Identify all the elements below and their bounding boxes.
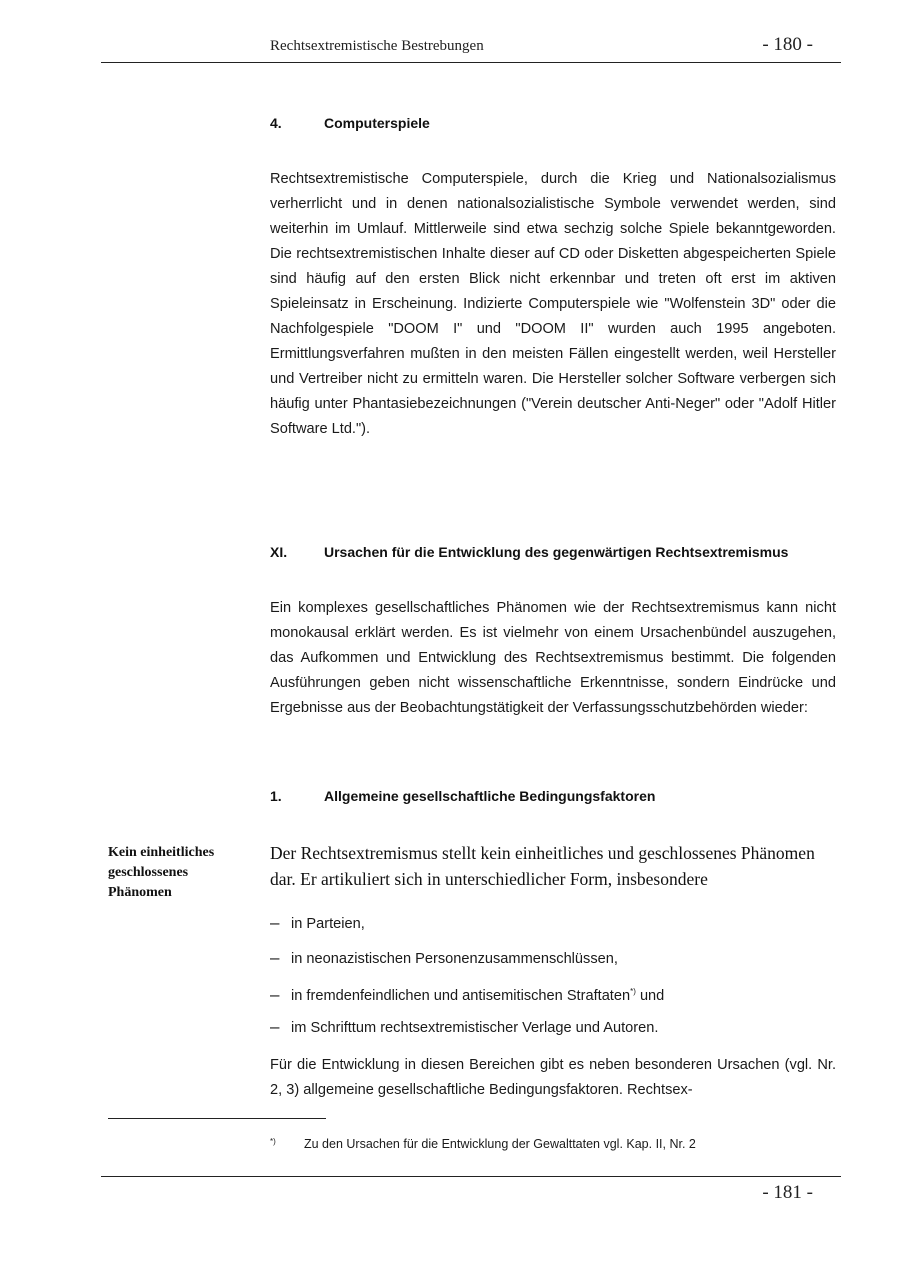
page-header: [101, 30, 841, 63]
footnote-reference: *): [630, 987, 636, 996]
heading-computerspiele: [270, 115, 430, 131]
header-page-number: - 180 -: [762, 34, 813, 55]
list-item-text: in neonazistischen Personenzusammenschlüssen,: [291, 950, 618, 967]
paragraph-computerspiele: Rechtsextremistische Computerspiele, durch die Krieg und Nationalsozialismus verherrlicht und in denen nationalsozialistische Symbole verwendet werden, sind weiterhin im Umlauf. Mittlerweile sind etwa sechzig solche Spiele bekanntgeworden. Die rechtsextremistischen Inhalte dieser auf CD oder Disketten abgespeicherten Spiele sind häufig auf den ersten Blick nicht erkennbar und treten oft erst im aktiven Spieleinsatz in Erscheinung. Indizierte Computerspiele wie "Wolfenstein 3D" oder die Nachfolgespiele "DOOM I" und "DOOM II" wurden auch 1995 angeboten. Ermittlungsverfahren mußten in den meisten Fällen eingestellt werden, weil Hersteller und Vertreiber nicht zu ermitteln waren. Die Hersteller solcher Software verbergen sich häufig unter Phantasiebezeichnungen ("Verein deutscher Anti-Neger" oder "Adolf Hitler Software Ltd.").: [270, 171, 836, 437]
footnote-divider: [108, 1118, 326, 1119]
list-item-text: in fremdenfeindlichen und antisemitischen Straftaten: [291, 987, 631, 1004]
list-item: [270, 912, 836, 947]
footer-page-number: - 181 -: [762, 1182, 813, 1203]
list-item: [270, 1016, 836, 1051]
paragraph-closing: Für die Entwicklung in diesen Bereichen gibt es neben besonderen Ursachen (vgl. Nr. 2, 3) allgemeine gesellschaftliche Bedingungsfaktoren. Rechtsex-: [270, 1057, 836, 1098]
paragraph-intro: Der Rechtsextremismus stellt kein einheitliches und geschlossenes Phänomen dar. Er artikuliert sich in unterschiedlicher Form, insbesondere: [270, 843, 815, 889]
heading-number: 1.: [270, 788, 282, 804]
heading-bedingungsfaktoren: [270, 788, 655, 804]
heading-number: 4.: [270, 115, 282, 131]
heading-number: XI.: [270, 544, 288, 560]
footnote-mark: *): [270, 1137, 276, 1146]
footnote: [270, 1137, 696, 1151]
heading-ursachen: [270, 544, 788, 560]
paragraph-ursachen: Ein komplexes gesellschaftliches Phänomen wie der Rechtsextremismus kann nicht monokausal erklärt werden. Es ist vielmehr von einem Ursachenbündel auszugehen, das Aufkommen und Entwicklung des Rechtsextremismus bestimmt. Die folgenden Ausführungen geben nicht wissenschaftliche Erkenntnisse, sondern Eindrücke und Ergebnisse aus der Beobachtungstätigkeit der Verfassungsschutzbehörden wieder:: [270, 600, 836, 716]
list-item-text: in Parteien,: [291, 916, 365, 932]
list-item-text-end: und: [635, 987, 665, 1004]
dash-bullet: –: [270, 913, 280, 932]
heading-title: Computerspiele: [324, 115, 430, 131]
margin-note: Kein einheitliches geschlossenes Phänomen: [108, 845, 215, 900]
footnote-text: Zu den Ursachen für die Entwicklung der Gewalttaten vgl. Kap. II, Nr. 2: [304, 1137, 696, 1151]
list-item: [270, 947, 836, 982]
forms-list: [270, 912, 836, 1050]
heading-title: Allgemeine gesellschaftliche Bedingungsfaktoren: [324, 788, 656, 804]
dash-bullet: –: [270, 1016, 280, 1036]
list-item: [270, 981, 836, 1016]
list-item-text: im Schrifttum rechtsextremistischer Verlage und Autoren.: [291, 1019, 659, 1036]
header-title: Rechtsextremistische Bestrebungen: [270, 38, 484, 54]
dash-bullet: –: [270, 984, 280, 1004]
heading-title: Ursachen für die Entwicklung des gegenwärtigen Rechtsextremismus: [324, 544, 789, 560]
page-footer: [101, 1176, 841, 1203]
dash-bullet: –: [270, 947, 280, 967]
